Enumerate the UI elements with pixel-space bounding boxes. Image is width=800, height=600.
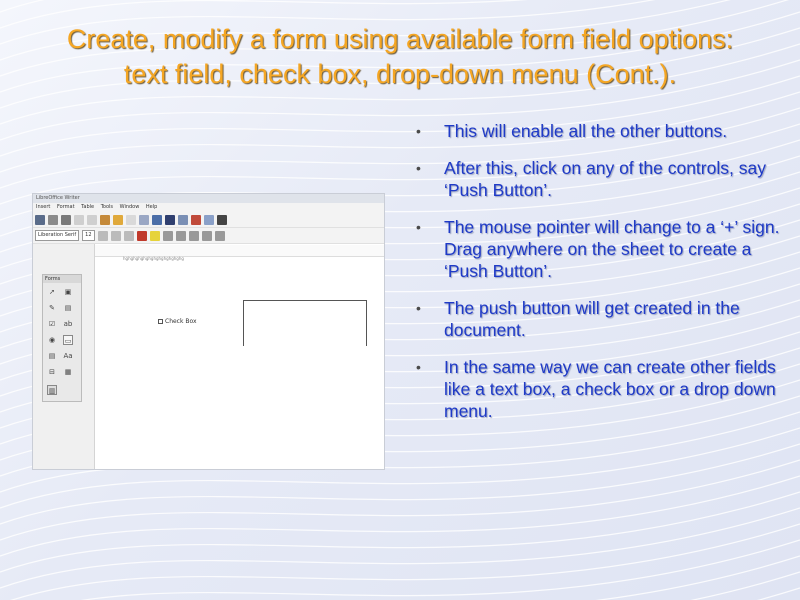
bullet-item [414, 157, 790, 201]
print-icon[interactable] [48, 215, 58, 225]
check-box-label: Check Box [165, 318, 197, 325]
bullet-item [414, 216, 790, 282]
paste-icon[interactable] [100, 215, 110, 225]
find-icon[interactable] [152, 215, 162, 225]
slide-title-line-2: text field, check box, drop-down menu (Cont.). [123, 59, 677, 89]
background-wave-line [0, 588, 800, 600]
bullet-text: This will enable all the other buttons. [444, 121, 728, 141]
bullet-text: After this, click on any of the controls, say ‘Push Button’. [444, 158, 766, 200]
bullet-text: The mouse pointer will change to a ‘+’ sign. Drag anywhere on the sheet to create a ‘Push Button’. [444, 217, 780, 281]
menu-item[interactable]: Tools [100, 204, 114, 210]
font-size-select[interactable]: 12 [82, 230, 94, 241]
image-icon[interactable] [191, 215, 201, 225]
bullet-dot: • [416, 219, 421, 235]
highlight-icon[interactable] [150, 231, 160, 241]
libreoffice-screenshot [32, 193, 385, 470]
combo-box-icon[interactable]: ⊟ [49, 368, 55, 376]
cut-icon[interactable] [74, 215, 84, 225]
more-controls-icon[interactable]: ▦ [64, 368, 72, 376]
menu-item[interactable]: Insert [36, 204, 51, 210]
list-box-icon[interactable]: ▤ [48, 352, 56, 360]
justify-icon[interactable] [202, 231, 212, 241]
design-mode-icon[interactable]: ▣ [64, 288, 72, 296]
font-name-select[interactable]: Liberation Serif [35, 230, 79, 241]
print-preview-icon[interactable] [61, 215, 71, 225]
redo-icon[interactable] [126, 215, 136, 225]
checkbox-square[interactable] [158, 319, 163, 324]
push-button-drag-rectangle[interactable] [243, 300, 367, 346]
align-left-icon[interactable] [163, 231, 173, 241]
undo-icon[interactable] [113, 215, 123, 225]
menu-item[interactable]: Table [81, 204, 95, 210]
copy-icon[interactable] [87, 215, 97, 225]
text-box-control-icon[interactable]: ab [63, 320, 73, 328]
background-wave-line [0, 556, 800, 600]
forms-toolbar-title: Forms [43, 275, 81, 283]
bullet-dot: • [416, 123, 421, 139]
bullet-text: The push button will get created in the document. [444, 298, 740, 340]
bullet-item [414, 120, 790, 142]
bullet-list [414, 120, 790, 437]
align-center-icon[interactable] [176, 231, 186, 241]
slide-title-line-1: Create, modify a form using available form field options: [66, 24, 734, 54]
control-wizard-icon[interactable]: ✎ [49, 304, 55, 312]
check-box-field[interactable] [158, 318, 197, 325]
document-text-snippet: hghghghghghghghghghghghg [123, 256, 184, 261]
menu-item[interactable]: Format [56, 204, 75, 210]
align-right-icon[interactable] [189, 231, 199, 241]
formatting-marks-icon[interactable] [165, 215, 175, 225]
checkbox-control-icon[interactable]: ☑ [48, 320, 56, 328]
list-icon[interactable] [215, 231, 225, 241]
italic-icon[interactable] [111, 231, 121, 241]
bullet-dot: • [416, 160, 421, 176]
window-titlebar: LibreOffice Writer [33, 194, 384, 203]
underline-icon[interactable] [124, 231, 134, 241]
menu-item[interactable]: Help [145, 204, 158, 210]
bullet-text: In the same way we can create other fields like a text box, a check box or a drop down menu. [444, 357, 776, 421]
background-wave-line [0, 540, 800, 600]
spellcheck-icon[interactable] [139, 215, 149, 225]
special-character-icon[interactable] [217, 215, 227, 225]
label-field-icon[interactable]: Aa [63, 352, 73, 360]
bullet-item [414, 356, 790, 422]
bullet-dot: • [416, 300, 421, 316]
background-wave-line [0, 524, 800, 600]
standard-toolbar [33, 212, 384, 228]
select-pointer-icon[interactable]: ➚ [49, 288, 55, 296]
forms-toolbar [42, 274, 82, 402]
slide-title [0, 22, 800, 92]
table-icon[interactable] [178, 215, 188, 225]
font-color-icon[interactable] [137, 231, 147, 241]
bold-icon[interactable] [98, 231, 108, 241]
form-navigator-icon[interactable]: ▥ [48, 387, 56, 395]
option-button-icon[interactable]: ◉ [48, 336, 56, 344]
bullet-item [414, 297, 790, 341]
formatting-toolbar [33, 228, 384, 244]
bullet-dot: • [416, 359, 421, 375]
form-design-icon[interactable]: ▤ [64, 304, 72, 312]
menu-item[interactable]: Window [119, 204, 140, 210]
save-icon[interactable] [35, 215, 45, 225]
chart-icon[interactable] [204, 215, 214, 225]
push-button-icon[interactable]: ▭ [64, 337, 72, 345]
menu-bar [33, 203, 384, 212]
